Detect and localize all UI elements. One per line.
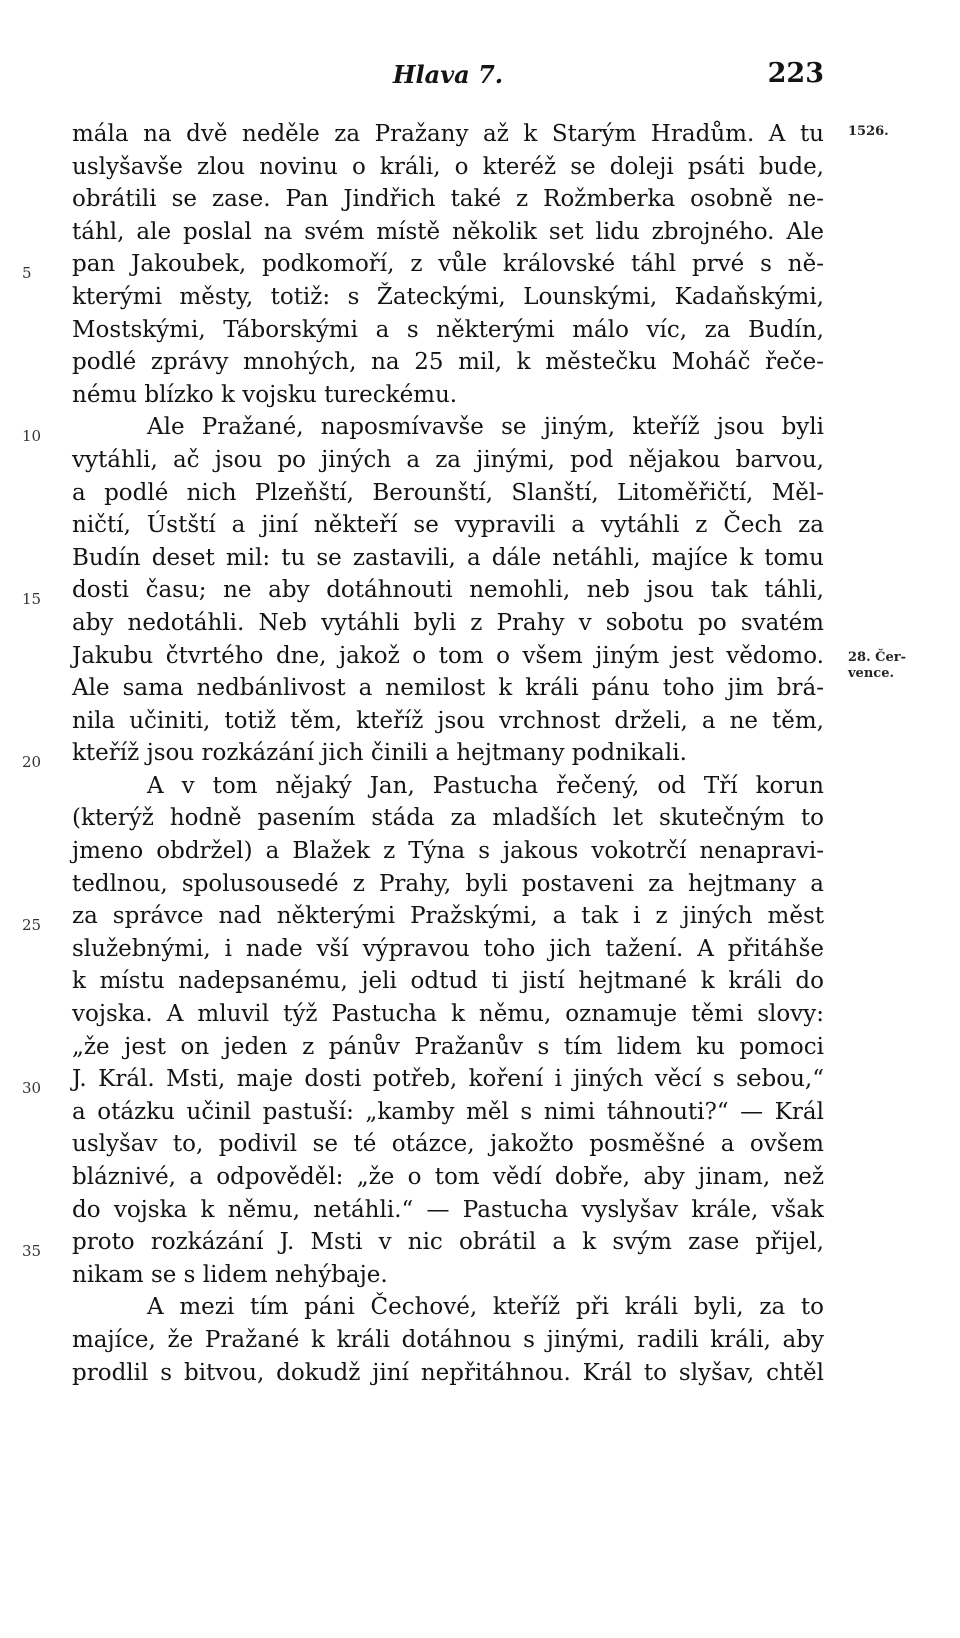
text-line: A v tom nějaký Jan, Pastucha řečený, od Tří korun [147,772,824,799]
text-line: „že jest on jeden z pánův Pražanův s tím lidem ku pomoci [72,1033,824,1060]
text-line: pan Jakoubek, podkomoří, z vůle královské táhl prvé s ně- [72,251,824,278]
margin-note-date-1: 28. Čer- [848,650,907,665]
text-line: prodlil s bitvou, dokudž jiní nepřitáhnou. Král to slyšav, chtěl [72,1359,824,1386]
text-line: J. Král. Msti, maje dosti potřeb, koření i jiných věcí s sebou,“ [72,1066,824,1093]
text-line: (kterýž hodně pasením stáda za mladších let skutečným to [72,805,824,832]
margin-note-year: 1526. [848,124,889,139]
text-line: ničtí, Ústští a jiní někteří se vypravili a vytáhli z Čech za [72,512,824,539]
text-line: vojska. A mluvil týž Pastucha k němu, oznamuje těmi slovy: [72,1001,824,1028]
text-line: proto rozkázání J. Msti v nic obrátil a k svým zase přijel, [72,1229,824,1256]
line-number: 25 [22,916,42,934]
text-line: Mostskými, Táborskými a s některými málo víc, za Budín, [72,316,824,343]
text-line: bláznivé, a odpověděl: „že o tom vědí dobře, aby jinam, než [72,1164,824,1190]
text-line: uslyšavše zlou novinu o králi, o kteréž se doleji psáti bude, [72,153,824,180]
text-line: a otázku učinil pastuší: „kamby měl s nimi táhnouti?“ — Král [72,1098,824,1125]
text-line: A mezi tím páni Čechové, kteříž při králi byli, za to [147,1294,824,1321]
line-number: 15 [22,590,42,608]
text-line: táhl, ale poslal na svém místě několik set lidu zbrojného. Ale [72,218,824,245]
line-number: 10 [22,427,42,445]
page-number: 223 [767,58,824,89]
text-line: mála na dvě neděle za Pražany až k Starým Hradům. A tu [72,121,824,147]
line-number: 35 [22,1242,42,1260]
text-line: nikam se s lidem nehýbaje. [72,1261,388,1288]
text-line: nila učiniti, totiž těm, kteříž jsou vrchnost drželi, a ne těm, [72,707,824,734]
text-line: a podlé nich Plzeňští, Berounští, Slanští, Litoměřičtí, Měl- [72,479,824,506]
margin-note-date-2: vence. [848,666,894,681]
text-line: kterými městy, totiž: s Žateckými, Lounskými, Kadaňskými, [72,283,824,310]
text-line: Budín deset mil: tu se zastavili, a dále netáhli, majíce k tomu [72,544,824,571]
text-line: uslyšav to, podivil se té otázce, jakožto posměšné a ovšem [72,1131,824,1158]
text-line: aby nedotáhli. Neb vytáhli byli z Prahy v sobotu po svatém [72,609,824,636]
text-line: za správce nad některými Pražskými, a tak i z jiných měst [72,903,824,930]
text-line: k místu nadepsanému, jeli odtud ti jistí hejtmané k králi do [72,968,824,995]
text-line: Ale sama nedbánlivost a nemilost k králi pánu toho jim brá- [72,675,824,702]
line-number: 30 [22,1079,42,1097]
text-line: tedlnou, spolusousedé z Prahy, byli postaveni za hejtmany a [72,870,824,897]
text-line: kteříž jsou rozkázání jich činili a hejtmany podnikali. [72,740,687,767]
text-line: dosti času; ne aby dotáhnouti nemohli, neb jsou tak táhli, [72,577,824,604]
text-line: podlé zprávy mnohých, na 25 mil, k městečku Moháč řeče- [72,349,824,376]
page-header [72,56,824,96]
text-body [72,118,824,1389]
text-line: Jakubu čtvrtého dne, jakož o tom o všem jiným jest vědomo. [72,642,824,669]
text-line: jmeno obdržel) a Blažek z Týna s jakous vokotrčí nenapravi- [72,838,824,865]
text-line: nému blízko k vojsku tureckému. [72,381,458,408]
text-line: Ale Pražané, naposmívavše se jiným, kteříž jsou byli [147,414,824,441]
text-line: obrátili se zase. Pan Jindřich také z Rožmberka osobně ne- [72,186,824,213]
text-line: do vojska k němu, netáhli.“ — Pastucha vyslyšav krále, však [72,1196,824,1223]
line-number: 20 [22,753,42,771]
line-number: 5 [22,264,32,282]
text-line: služebnými, i nade vší výpravou toho jich tažení. A přitáhše [72,935,824,962]
text-line: majíce, že Pražané k králi dotáhnou s jinými, radili králi, aby [72,1326,824,1353]
chapter-title: Hlava 7. [392,60,504,89]
text-line: vytáhli, ač jsou po jiných a za jinými, pod nějakou barvou, [72,446,824,473]
